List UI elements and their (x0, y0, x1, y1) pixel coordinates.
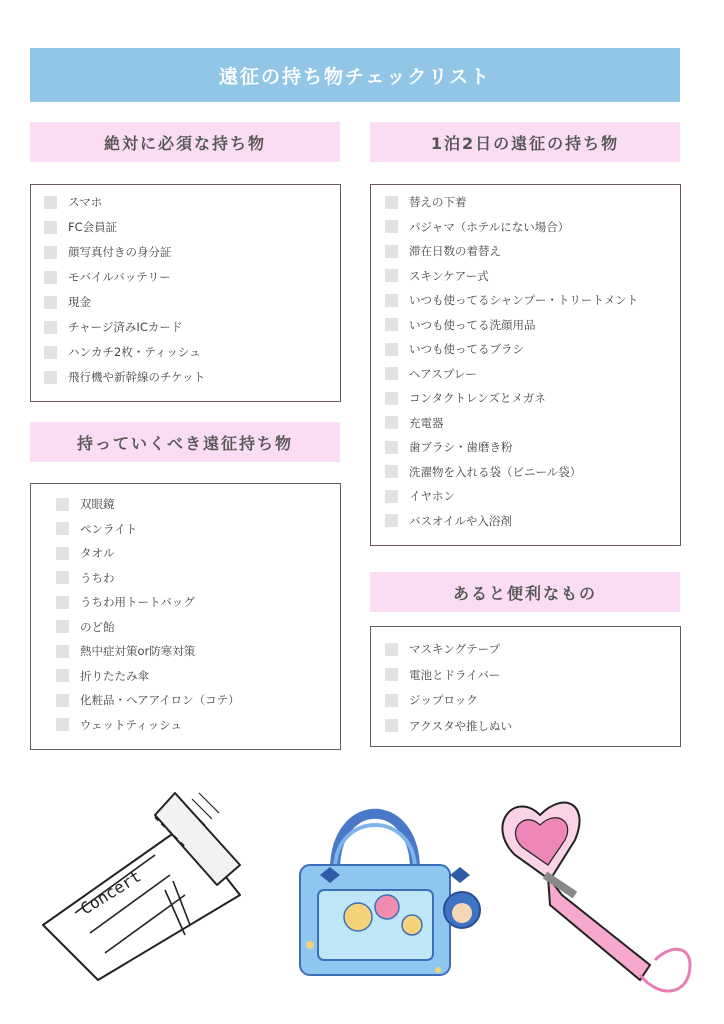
checkbox[interactable] (385, 668, 398, 681)
checkbox[interactable] (44, 246, 57, 259)
checklist-item[interactable] (385, 242, 501, 260)
checkbox[interactable] (385, 719, 398, 732)
page-title: 遠征の持ち物チェックリスト (30, 48, 680, 102)
checklist-item-label: ウェットティッシュ (80, 717, 182, 732)
checklist-item-label: 充電器 (409, 415, 444, 430)
checklist-item-label: ハンカチ2枚・ティッシュ (68, 345, 201, 359)
checklist-item[interactable] (56, 716, 182, 734)
checkbox[interactable] (385, 441, 398, 454)
checkbox[interactable] (385, 318, 398, 331)
checklist-item[interactable] (44, 368, 205, 386)
checkbox[interactable] (56, 718, 69, 731)
checklist-item[interactable] (385, 487, 455, 505)
checklist-item[interactable] (385, 691, 478, 709)
checklist-item[interactable] (385, 666, 500, 684)
checklist-item-label: のど飴 (80, 619, 115, 634)
checklist-item[interactable] (44, 243, 172, 261)
checklist-item[interactable] (385, 389, 546, 407)
checklist-item-label: ジップロック (409, 693, 478, 707)
checkbox[interactable] (56, 669, 69, 682)
checklist-item[interactable] (385, 463, 581, 481)
section-header-overnight: 1泊2日の遠征の持ち物 (370, 122, 680, 162)
checkbox[interactable] (385, 196, 398, 209)
checklist-item[interactable] (385, 640, 500, 658)
checkbox[interactable] (385, 490, 398, 503)
checklist-item-label: 飛行機や新幹線のチケット (68, 370, 205, 384)
section-header-essentials: 絶対に必須な持ち物 (30, 122, 340, 162)
checkbox[interactable] (56, 645, 69, 658)
checkbox[interactable] (44, 321, 57, 334)
checkbox[interactable] (385, 294, 398, 307)
checklist-item[interactable] (385, 717, 512, 735)
checklist-item[interactable] (56, 544, 115, 562)
checklist-item-label: 双眼鏡 (80, 497, 115, 511)
checkbox[interactable] (385, 343, 398, 356)
checklist-item[interactable] (44, 318, 182, 336)
checkbox[interactable] (385, 514, 398, 527)
checklist-item[interactable] (56, 495, 115, 513)
checklist-item-label: 熱中症対策or防寒対策 (80, 644, 196, 658)
checklist-item-label: 現金 (68, 295, 91, 309)
section-header-recommended: 持っていくべき遠征持ち物 (30, 422, 340, 462)
checklist-item[interactable] (56, 667, 149, 685)
checklist-item-label: いつも使ってるシャンプー・トリートメント (409, 293, 639, 307)
checkbox[interactable] (385, 694, 398, 707)
checklist-item-label: コンタクトレンズとメガネ (409, 391, 546, 405)
checklist-item-label: うちわ (80, 570, 115, 585)
checklist-item-label: モバイルバッテリー (68, 270, 171, 284)
checklist-item-label: ヘアスプレー (409, 366, 477, 381)
checklist-item-label: タオル (80, 546, 115, 560)
checklist-item-label: マスキングテープ (409, 642, 501, 656)
checklist-item-label: 化粧品・ヘアアイロン（コテ） (80, 693, 240, 707)
checklist-item-label: 洗濯物を入れる袋（ビニール袋） (409, 464, 582, 479)
checkbox[interactable] (385, 245, 398, 258)
checklist-item[interactable] (44, 193, 102, 211)
checklist-item-label: FC会員証 (68, 220, 118, 234)
checkbox[interactable] (385, 465, 398, 478)
checklist-item-label: いつも使ってるブラシ (409, 342, 524, 356)
checkbox[interactable] (385, 392, 398, 405)
checkbox[interactable] (385, 416, 398, 429)
checkbox[interactable] (385, 269, 398, 282)
checklist-item[interactable] (385, 340, 524, 358)
checklist-item-label: 歯ブラシ・歯磨き粉 (409, 440, 513, 454)
checkbox[interactable] (56, 571, 69, 584)
checklist-item-label: うちわ用トートバッグ (80, 595, 195, 609)
checklist-item[interactable] (385, 438, 513, 456)
checkbox[interactable] (56, 498, 69, 511)
checklist-item-label: 顔写真付きの身分証 (68, 245, 172, 259)
checkbox[interactable] (56, 694, 69, 707)
checklist-item[interactable] (385, 365, 477, 383)
checklist-item-label: ペンライト (80, 521, 138, 536)
checklist-item[interactable] (44, 218, 117, 236)
checklist-item[interactable] (56, 642, 195, 660)
checkbox[interactable] (44, 296, 57, 309)
checklist-item[interactable] (385, 414, 444, 432)
checklist-item-label: いつも使ってる洗顔用品 (409, 317, 536, 332)
checklist-item-label: 滞在日数の着替え (409, 244, 501, 258)
checkbox[interactable] (44, 371, 57, 384)
checkbox[interactable] (56, 596, 69, 609)
checklist-item[interactable] (44, 343, 201, 361)
checkbox[interactable] (44, 346, 57, 359)
checklist-item[interactable] (56, 593, 195, 611)
checklist-item-label: チャージ済みICカード (68, 320, 183, 334)
checklist-item[interactable] (56, 618, 115, 636)
checklist-item-label: 電池とドライバー (409, 667, 501, 682)
checklist-item[interactable] (385, 316, 536, 334)
checklist-item[interactable] (385, 267, 489, 285)
checklist-item-label: 替えの下着 (409, 195, 467, 209)
checklist-item[interactable] (56, 520, 137, 538)
checklist-item[interactable] (44, 293, 91, 311)
checklist-item[interactable] (385, 291, 638, 309)
checkbox[interactable] (44, 196, 57, 209)
checklist-item-label: パジャマ（ホテルにない場合） (409, 219, 570, 234)
ticket-text: Concert (77, 866, 145, 919)
checklist-item[interactable] (385, 512, 512, 530)
checklist-item-label: 折りたたみ傘 (80, 668, 149, 683)
concert-ticket-illustration (35, 785, 250, 985)
checklist-item[interactable] (385, 193, 467, 211)
checklist-item[interactable] (56, 691, 240, 709)
checkbox[interactable] (44, 221, 57, 234)
heart-penlight-illustration (490, 785, 700, 995)
checklist-item-label: アクスタや推しぬい (409, 718, 513, 733)
checklist-item-label: スキンケアー式 (409, 268, 489, 283)
checklist-item-label: イヤホン (409, 489, 455, 503)
tote-bag-illustration (290, 785, 490, 990)
checkbox[interactable] (44, 271, 57, 284)
checklist-item[interactable] (385, 218, 569, 236)
checkbox[interactable] (56, 620, 69, 633)
section-header-convenient: あると便利なもの (370, 572, 680, 612)
checklist-item[interactable] (56, 569, 115, 587)
checklist-item-label: スマホ (68, 195, 103, 209)
checkbox[interactable] (385, 643, 398, 656)
checkbox[interactable] (385, 367, 398, 380)
checkbox[interactable] (56, 547, 69, 560)
checklist-item-label: バスオイルや入浴剤 (409, 513, 512, 528)
checkbox[interactable] (56, 522, 69, 535)
checkbox[interactable] (385, 220, 398, 233)
checklist-item[interactable] (44, 268, 171, 286)
